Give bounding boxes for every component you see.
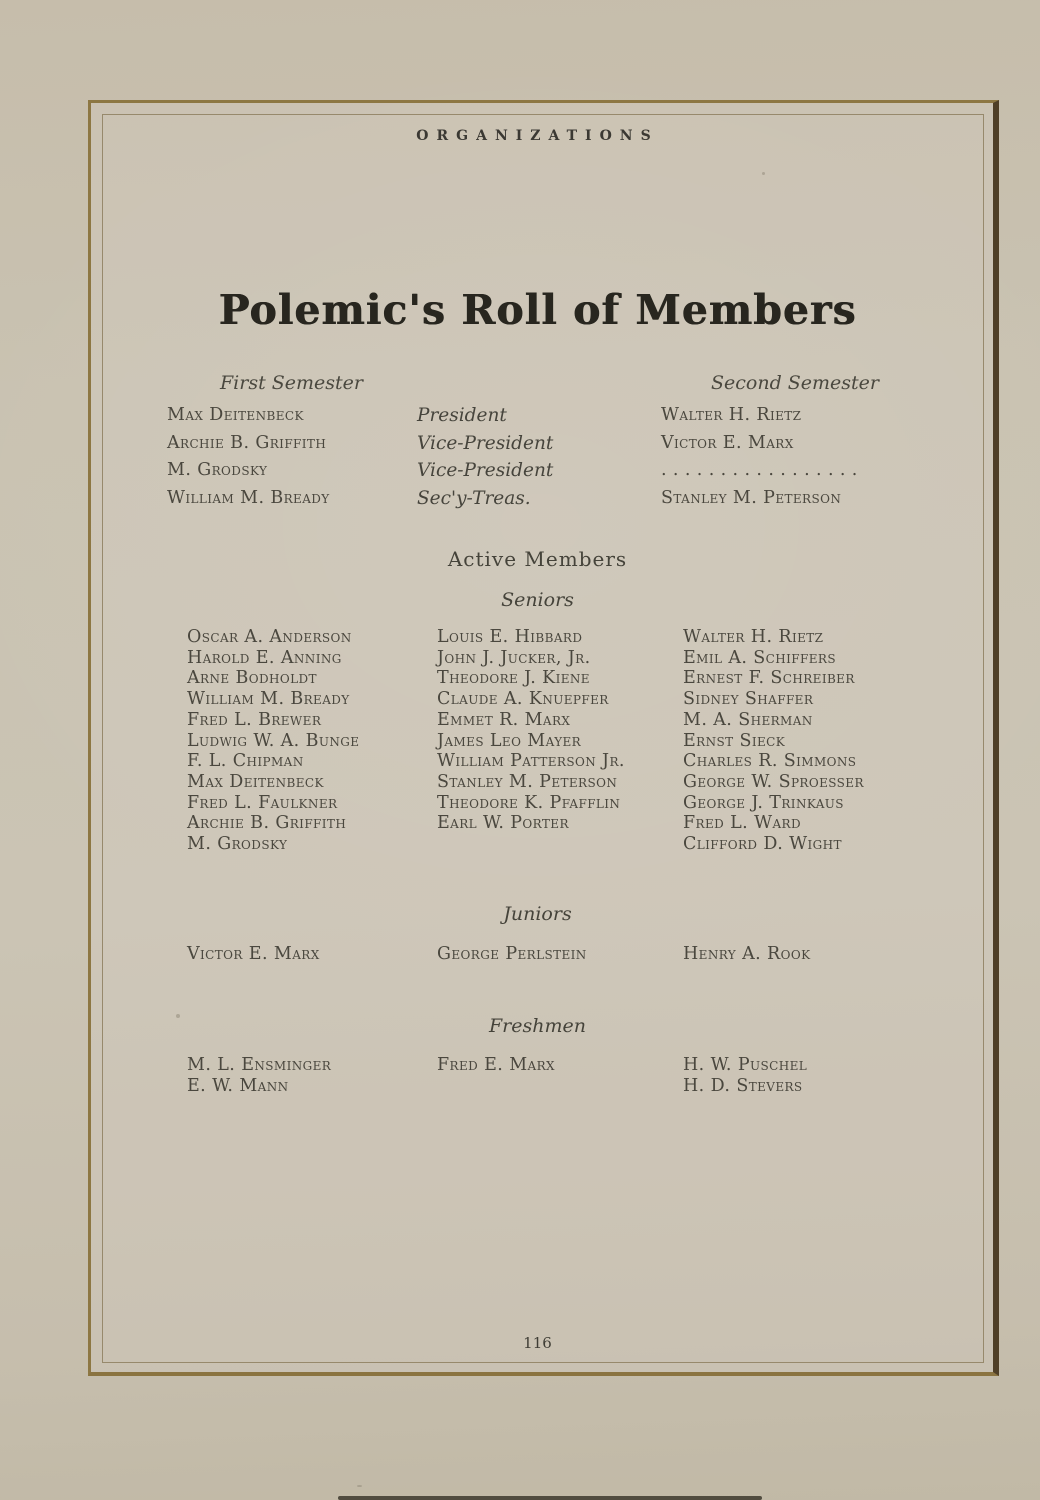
member-name: William M. Bready (187, 689, 350, 710)
member-name: Ernest F. Schreiber (683, 668, 855, 689)
juniors-column-2 (437, 944, 587, 965)
officer-name: Max Deitenbeck (167, 405, 304, 425)
member-name: Emmet R. Marx (437, 709, 571, 730)
first-semester-heading: First Semester (220, 372, 364, 394)
member-name: E. W. Mann (187, 1076, 289, 1096)
juniors-column-3 (683, 944, 810, 965)
officer-name: M. Grodsky (167, 460, 268, 480)
member-name: Walter H. Rietz (683, 627, 824, 647)
freshmen-column-1 (187, 1055, 331, 1097)
member-name: Ludwig W. A. Bunge (187, 730, 360, 751)
second-semester-officers-column (661, 402, 858, 512)
office-title: President (417, 405, 507, 426)
first-semester-officers-column (167, 402, 330, 512)
member-name: Claude A. Knuepfer (437, 689, 609, 710)
member-name: James Leo Mayer (437, 730, 582, 751)
member-name: Henry A. Rook (683, 944, 811, 964)
officer-name: . . . . . . . . . . . . . . . . . (661, 460, 858, 480)
freshmen-column-3 (683, 1055, 807, 1097)
office-title: Vice-President (417, 432, 554, 454)
member-name: Oscar A. Anderson (187, 627, 352, 647)
freshmen-column-2 (437, 1055, 555, 1076)
member-name: Theodore J. Kiene (437, 668, 590, 689)
officer-name: Walter H. Rietz (661, 405, 802, 425)
member-name: F. L. Chipman (187, 751, 304, 772)
member-name: Archie B. Griffith (187, 813, 347, 834)
seniors-column-2 (437, 627, 625, 834)
office-title: Sec'y-Treas. (417, 487, 531, 509)
member-name: M. L. Ensminger (187, 1055, 332, 1075)
member-name: Fred L. Ward (683, 813, 801, 834)
book-edge-shadow (338, 1496, 762, 1500)
member-name: M. Grodsky (187, 834, 288, 855)
seniors-column-3 (683, 627, 864, 855)
officer-name: Archie B. Griffith (167, 432, 327, 453)
member-name: George W. Sproesser (683, 771, 864, 792)
member-name: Fred E. Marx (437, 1055, 555, 1075)
member-name: H. D. Stevers (683, 1076, 803, 1096)
member-name: Louis E. Hibbard (437, 627, 583, 647)
officer-name: Stanley M. Peterson (661, 487, 842, 508)
juniors-heading: Juniors (503, 903, 572, 925)
officer-name: Victor E. Marx (661, 432, 794, 453)
member-name: Harold E. Anning (187, 647, 342, 668)
member-name: Stanley M. Peterson (437, 771, 618, 792)
member-name: H. W. Puschel (683, 1055, 808, 1075)
member-name: Victor E. Marx (187, 944, 320, 964)
seniors-heading: Seniors (501, 589, 574, 611)
member-name: Theodore K. Pfafflin (437, 792, 621, 813)
paper-speck (762, 172, 765, 175)
member-name: Fred L. Faulkner (187, 792, 338, 813)
page-title: Polemic's Roll of Members (218, 286, 857, 334)
paper-speck (357, 1485, 362, 1487)
member-name: Earl W. Porter (437, 813, 569, 834)
member-name: Clifford D. Wight (683, 834, 842, 855)
member-name: George J. Trinkaus (683, 792, 844, 813)
member-name: Max Deitenbeck (187, 771, 324, 792)
running-header: ORGANIZATIONS (416, 128, 659, 144)
member-name: Fred L. Brewer (187, 709, 322, 730)
juniors-column-1 (187, 944, 320, 965)
seniors-column-1 (187, 627, 359, 855)
member-name: Sidney Shaffer (683, 689, 814, 710)
office-titles-column (417, 402, 553, 512)
member-name: Arne Bodholdt (187, 668, 317, 689)
member-name: Emil A. Schiffers (683, 647, 836, 668)
member-name: William Patterson Jr. (437, 751, 625, 772)
second-semester-heading: Second Semester (711, 372, 880, 394)
officer-name: William M. Bready (167, 487, 330, 508)
active-members-heading: Active Members (447, 547, 628, 571)
office-title: Vice-President (417, 460, 554, 481)
paper-speck (176, 1014, 180, 1018)
page-number: 116 (523, 1334, 552, 1352)
member-name: John J. Jucker, Jr. (437, 647, 591, 668)
freshmen-heading: Freshmen (489, 1015, 586, 1037)
member-name: Ernst Sieck (683, 730, 786, 751)
member-name: Charles R. Simmons (683, 751, 857, 772)
member-name: George Perlstein (437, 944, 587, 964)
member-name: M. A. Sherman (683, 709, 813, 730)
